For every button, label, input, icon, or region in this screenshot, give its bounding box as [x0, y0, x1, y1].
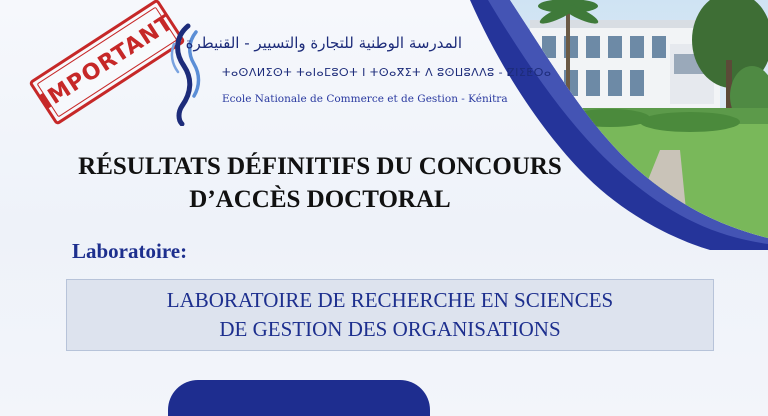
laboratory-label: Laboratoire:	[72, 239, 188, 263]
important-stamp	[28, 0, 185, 126]
school-name-french: Ecole Nationale de Commerce et de Gestion - Kénitra	[222, 93, 508, 105]
school-name-tifinagh: ⵜⴰⵙⴷⵍⵉⵙⵜ ⵜⴰⵏⴰⵎⵓⵔⵜ ⵏ ⵜⵙⴰⴳⵉⵜ ⴷ ⵓⵙⵡⵓⴷⴷⵓ - ⵇⵏⵉⵟⵔⴰ	[222, 66, 552, 79]
title-line-2: D’ACCÈS DOCTORAL	[189, 186, 451, 213]
title-line-1: RÉSULTATS DÉFINITIFS DU CONCOURS	[78, 153, 562, 180]
bottom-banner-tab	[168, 380, 430, 416]
school-name-arabic: المدرسة الوطنية للتجارة والتسيير - القنيطرة	[185, 34, 462, 52]
stamp-text: IMPORTANT	[35, 9, 179, 115]
laboratory-name-line-2: DE GESTION DES ORGANISATIONS	[219, 317, 561, 341]
page-title	[60, 150, 580, 216]
laboratory-name-box	[66, 279, 714, 351]
laboratory-name-line-1: LABORATOIRE DE RECHERCHE EN SCIENCES	[166, 288, 614, 312]
